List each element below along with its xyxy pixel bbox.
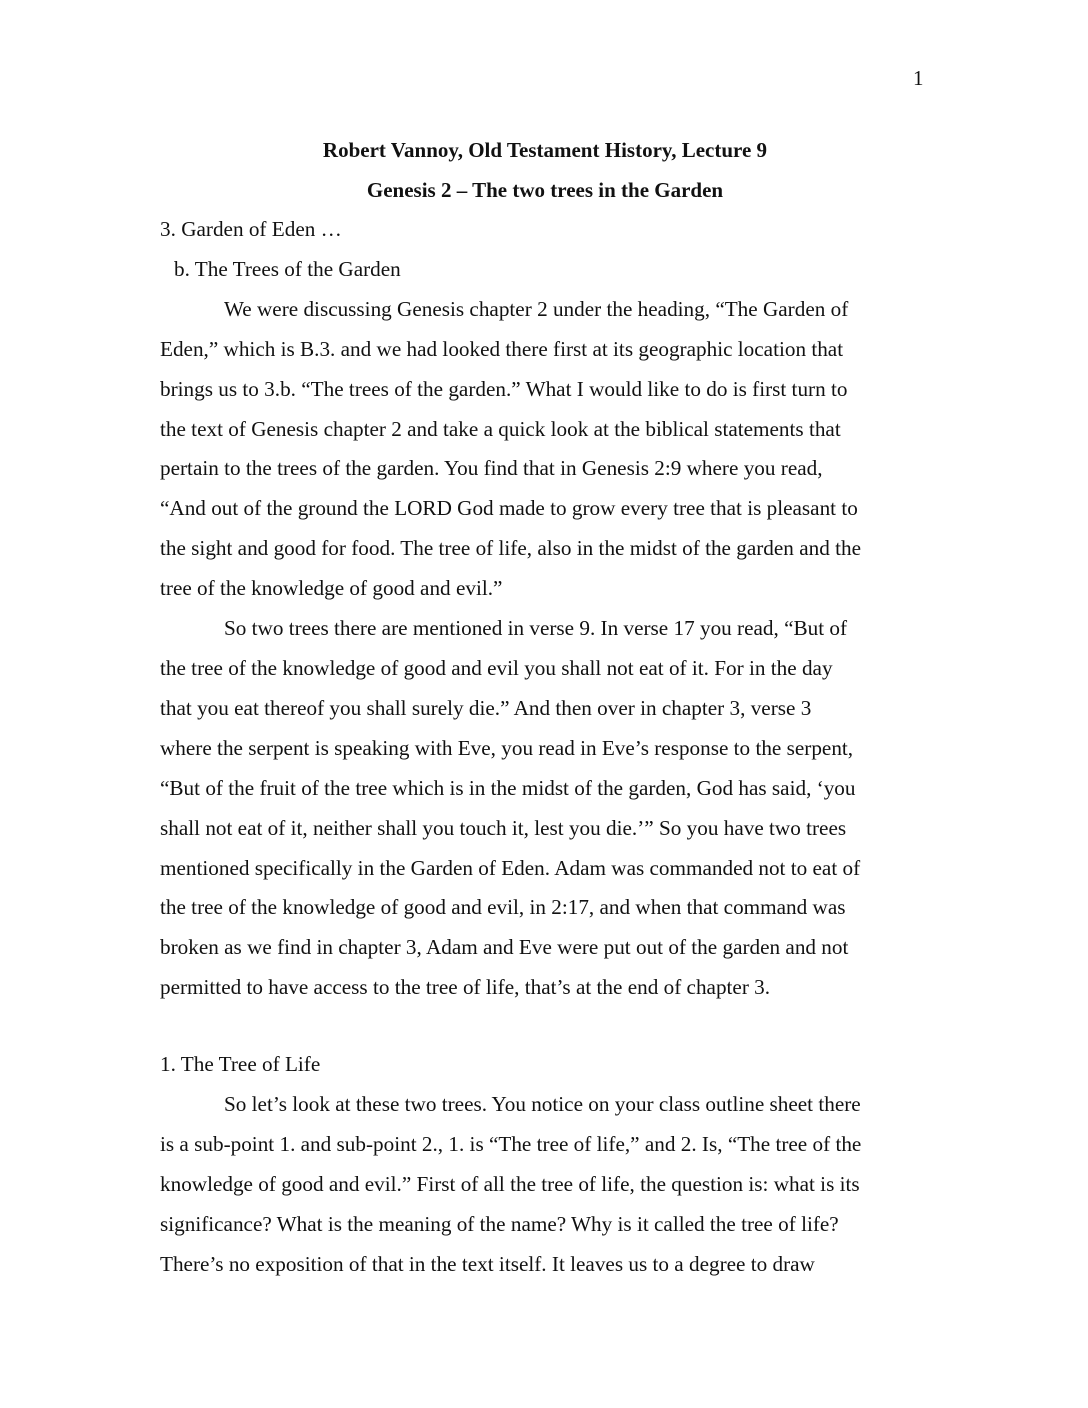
paragraph-line: is a sub-point 1. and sub-point 2., 1. is “The tree of life,” and 2. Is, “The tree of the: [160, 1131, 862, 1156]
paragraph-line: knowledge of good and evil.” First of all the tree of life, the question is: what is its: [160, 1171, 860, 1196]
paragraph-line: the tree of the knowledge of good and evil, in 2:17, and when that command was: [160, 895, 846, 920]
title-line-2: Genesis 2 – The two trees in the Garden: [366, 178, 724, 202]
document-title: [160, 130, 930, 210]
paragraph-line: the text of Genesis chapter 2 and take a quick look at the biblical statements that: [160, 416, 841, 441]
paragraph-line: “But of the fruit of the tree which is in the midst of the garden, God has said, ‘you: [160, 775, 856, 800]
paragraph-line: “And out of the ground the LORD God made to grow every tree that is pleasant to: [160, 496, 858, 521]
paragraph-line: Eden,” which is B.3. and we had looked there first at its geographic location that: [160, 336, 844, 361]
paragraph-line: We were discussing Genesis chapter 2 under the heading, “The Garden of: [224, 296, 849, 321]
paragraph-line: that you eat thereof you shall surely die.” And then over in chapter 3, verse 3: [160, 695, 812, 720]
paragraph-line: tree of the knowledge of good and evil.”: [160, 576, 503, 601]
paragraph-line: shall not eat of it, neither shall you touch it, lest you die.’” So you have two trees: [160, 815, 847, 840]
paragraph-2: [160, 609, 930, 1008]
subheading-tree-of-life: 1. The Tree of Life: [160, 1052, 321, 1076]
paragraph-line: the tree of the knowledge of good and evil you shall not eat of it. For in the day: [160, 655, 833, 680]
outline-item-b: b. The Trees of the Garden: [174, 256, 401, 281]
paragraph-line: pertain to the trees of the garden. You find that in Genesis 2:9 where you read,: [160, 456, 823, 481]
paragraph-line: the sight and good for food. The tree of life, also in the midst of the garden and the: [160, 536, 861, 561]
paragraph-1: [160, 290, 930, 609]
document-body: [160, 210, 930, 1008]
paragraph-line: There’s no exposition of that in the text itself. It leaves us to a degree to draw: [160, 1251, 815, 1276]
paragraph-3: [160, 1085, 930, 1285]
paragraph-line: broken as we find in chapter 3, Adam and Eve were put out of the garden and not: [160, 935, 849, 960]
paragraph-line: permitted to have access to the tree of life, that’s at the end of chapter 3.: [160, 975, 771, 1000]
title-line-1: Robert Vannoy, Old Testament History, Lecture 9: [322, 138, 768, 162]
paragraph-line: mentioned specifically in the Garden of Eden. Adam was commanded not to eat of: [160, 855, 861, 880]
document-body-section-2: [160, 1045, 930, 1284]
paragraph-line: where the serpent is speaking with Eve, you read in Eve’s response to the serpent,: [160, 735, 854, 760]
paragraph-line: So two trees there are mentioned in verse 9. In verse 17 you read, “But of: [224, 616, 848, 641]
outline-item-3: 3. Garden of Eden …: [160, 217, 342, 241]
paragraph-line: brings us to 3.b. “The trees of the garden.” What I would like to do is first turn to: [160, 376, 848, 401]
page-number: 1: [913, 66, 924, 90]
paragraph-line: So let’s look at these two trees. You notice on your class outline sheet there: [224, 1091, 861, 1116]
paragraph-line: significance? What is the meaning of the name? Why is it called the tree of life?: [160, 1211, 839, 1236]
